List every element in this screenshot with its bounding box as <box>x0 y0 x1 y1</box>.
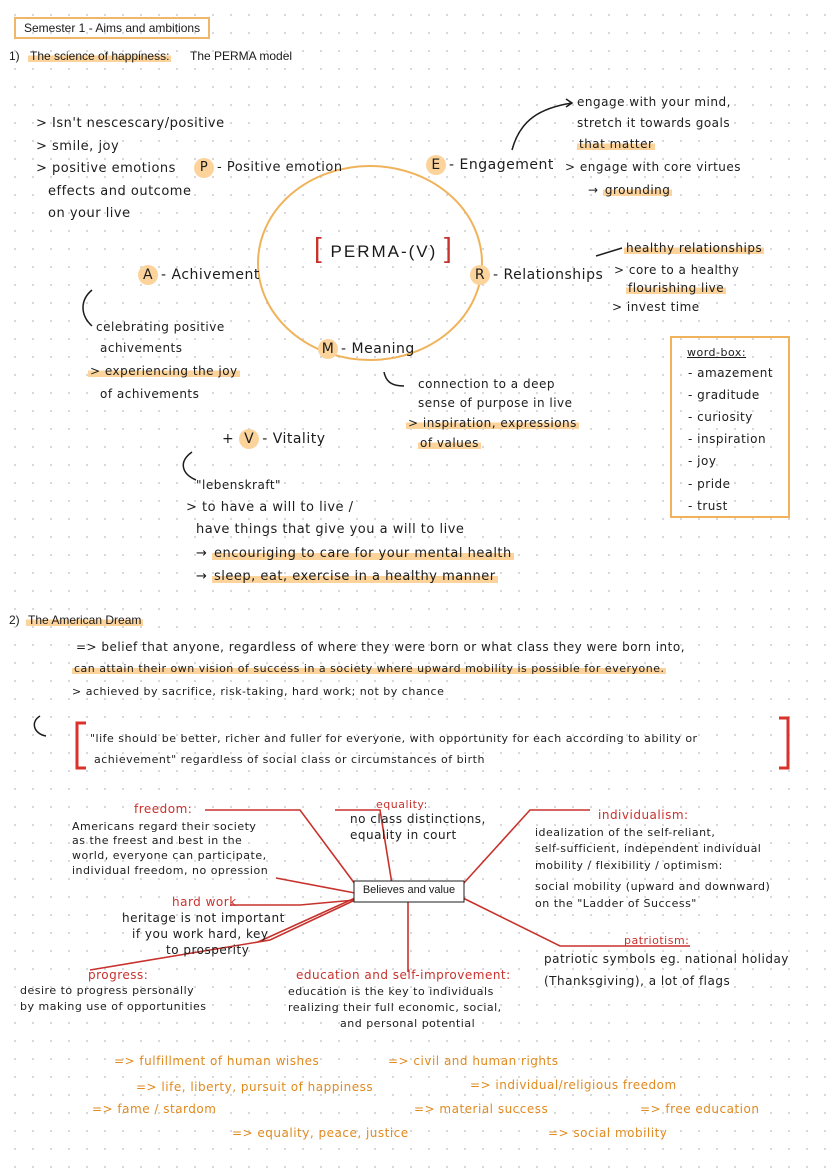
intro-line-1: => belief that anyone, regardless of where they were born or what class they were born into, <box>76 640 686 654</box>
outcome-item: => material success <box>414 1102 549 1116</box>
e-note-5: → grounding <box>588 183 671 197</box>
perma-center: [ PERMA-(V) ] <box>314 232 454 263</box>
quote-line-1: "life should be better, richer and fuller for everyone, with opportunity for each according to ability or <box>90 732 698 745</box>
a-label-text: Achivement <box>171 267 260 283</box>
patriotism-title: patriotism: <box>624 934 690 947</box>
outcome-item: => individual/religious freedom <box>470 1078 677 1092</box>
r-note-2: > core to a healthy <box>614 263 740 277</box>
r-note-1: healthy relationships <box>626 241 763 255</box>
a-note-1: celebrating positive <box>96 320 225 334</box>
section2-number: 2) <box>9 613 20 627</box>
center-box: Believes and value <box>362 884 456 896</box>
education-line: realizing their full economic, social, <box>288 1001 502 1014</box>
e-label-text: Engagement <box>459 157 554 173</box>
word-box-item: - inspiration <box>688 432 767 446</box>
v-note-3: have things that give you a will to live <box>196 522 465 537</box>
outcome-item: => free education <box>640 1102 760 1116</box>
word-box-item: - graditude <box>688 388 760 402</box>
p-note-4: effects and outcome <box>48 184 192 199</box>
quote-bracket-right <box>779 718 788 768</box>
outcome-item: => life, liberty, pursuit of happiness <box>136 1080 374 1094</box>
e-note-4: > engage with core virtues <box>565 160 742 174</box>
r-note-3: flourishing live <box>628 281 725 295</box>
p-label-text: Positive emotion <box>226 160 343 175</box>
word-box-item: - amazement <box>688 366 774 380</box>
e-note-5-text: grounding <box>604 183 671 197</box>
outcome-item: => civil and human rights <box>388 1054 559 1068</box>
freedom-line: as the freest and best in the <box>72 834 243 847</box>
individualism-line: self-sufficient, independent individual <box>535 842 762 855</box>
a-note-2: achivements <box>100 341 183 355</box>
perma-center-text: PERMA-(V) <box>330 242 438 261</box>
v-note-4-text: encouriging to care for your mental health <box>214 546 512 561</box>
page-title: Semester 1 - Aims and ambitions <box>14 17 210 39</box>
equality-title: equality: <box>376 798 428 811</box>
individualism-title: individualism: <box>598 808 689 822</box>
m-note-1: connection to a deep <box>418 377 555 391</box>
patriotism-line: patriotic symbols eg. national holiday <box>544 952 789 966</box>
v-note-5-text: sleep, eat, exercise in a healthy manner <box>214 569 496 584</box>
e-note-3: that matter <box>579 137 654 151</box>
education-line: education is the key to individuals <box>288 985 494 998</box>
r-label-text: Relationships <box>503 267 604 283</box>
m-note-3: > inspiration, expressions <box>408 416 577 430</box>
education-title: education and self-improvement: <box>296 968 511 982</box>
r-label: R - Relationships <box>470 265 603 285</box>
hard-work-line: to prosperity <box>166 943 250 957</box>
p-note-5: on your live <box>48 206 131 221</box>
meaning-arrow <box>384 372 404 386</box>
p-note-2: > smile, joy <box>36 139 120 154</box>
outcome-item: => fulfillment of human wishes <box>114 1054 320 1068</box>
m-label-text: Meaning <box>351 341 415 357</box>
patriotism-line: (Thanksgiving), a lot of flags <box>544 974 731 988</box>
intro-line-3: > achieved by sacrifice, risk-taking, hard work; not by chance <box>72 685 445 698</box>
section1-subtitle: The PERMA model <box>190 49 293 63</box>
e-label: E - Engagement <box>426 155 554 175</box>
e-note-1: engage with your mind, <box>577 95 731 109</box>
intro-line-2: can attain their own vision of success in a society where upward mobility is possible for everyone. <box>74 662 665 675</box>
freedom-title: freedom: <box>134 802 193 816</box>
freedom-line: individual freedom, no opression <box>72 864 269 877</box>
a-label: A - Achivement <box>138 265 260 285</box>
freedom-line: world, everyone can participate, <box>72 849 267 862</box>
quote-bracket-left <box>77 723 86 768</box>
a-note-4: of achivements <box>100 387 200 401</box>
section1-number: 1) <box>9 49 20 63</box>
v-note-4: → encouriging to care for your mental health <box>196 546 512 561</box>
v-label-text: Vitality <box>272 431 326 447</box>
p-note-1: > Isn't nescescary/positive <box>36 116 225 131</box>
outcome-item: => equality, peace, justice <box>232 1126 409 1140</box>
m-label: M - Meaning <box>318 339 415 359</box>
outcome-item: => fame / stardom <box>92 1102 217 1116</box>
hard-work-title: hard work <box>172 895 237 909</box>
word-box-item: - trust <box>688 499 728 513</box>
equality-line: equality in court <box>350 828 457 842</box>
individualism-line: social mobility (upward and downward) <box>535 880 771 893</box>
freedom-line: Americans regard their society <box>72 820 257 833</box>
achievement-arrow <box>83 290 92 326</box>
relationships-arrow <box>596 248 622 256</box>
education-line: and personal potential <box>340 1017 476 1030</box>
p-note-3: > positive emotions <box>36 161 176 176</box>
v-note-1: "lebenskraft" <box>196 478 282 492</box>
a-note-3: > experiencing the joy <box>90 364 238 378</box>
word-box-title: word-box: <box>687 346 747 359</box>
equality-line: no class distinctions, <box>350 812 486 826</box>
word-box-item: - curiosity <box>688 410 753 424</box>
progress-title: progress: <box>88 968 149 982</box>
word-box-item: - joy <box>688 454 717 468</box>
section1-title: The science of happiness: <box>30 49 170 63</box>
hard-work-line: if you work hard, key <box>132 927 269 941</box>
progress-line: by making use of opportunities <box>20 1000 207 1013</box>
v-label: + V - Vitality <box>222 431 326 447</box>
e-note-2: stretch it towards goals <box>577 116 731 130</box>
individualism-line: on the "Ladder of Success" <box>535 897 697 910</box>
v-note-2: > to have a will to live / <box>186 500 354 515</box>
engagement-arrow <box>512 103 572 150</box>
hard-work-line: heritage is not important <box>122 911 285 925</box>
p-label: P - Positive emotion <box>194 158 343 178</box>
individualism-line: idealization of the self-reliant, <box>535 826 716 839</box>
r-note-4: > invest time <box>612 300 700 314</box>
m-note-2: sense of purpose in live <box>418 396 573 410</box>
v-note-5: → sleep, eat, exercise in a healthy manner <box>196 569 496 584</box>
vitality-arrow <box>183 452 196 480</box>
progress-line: desire to progress personally <box>20 984 195 997</box>
section2-title: The American Dream <box>28 613 142 627</box>
m-note-4: of values <box>420 436 479 450</box>
individualism-line: mobility / flexibility / optimism: <box>535 859 723 872</box>
quote-line-2: achievement" regardless of social class or circumstances of birth <box>94 753 485 766</box>
outcome-item: => social mobility <box>548 1126 668 1140</box>
word-box-item: - pride <box>688 477 731 491</box>
